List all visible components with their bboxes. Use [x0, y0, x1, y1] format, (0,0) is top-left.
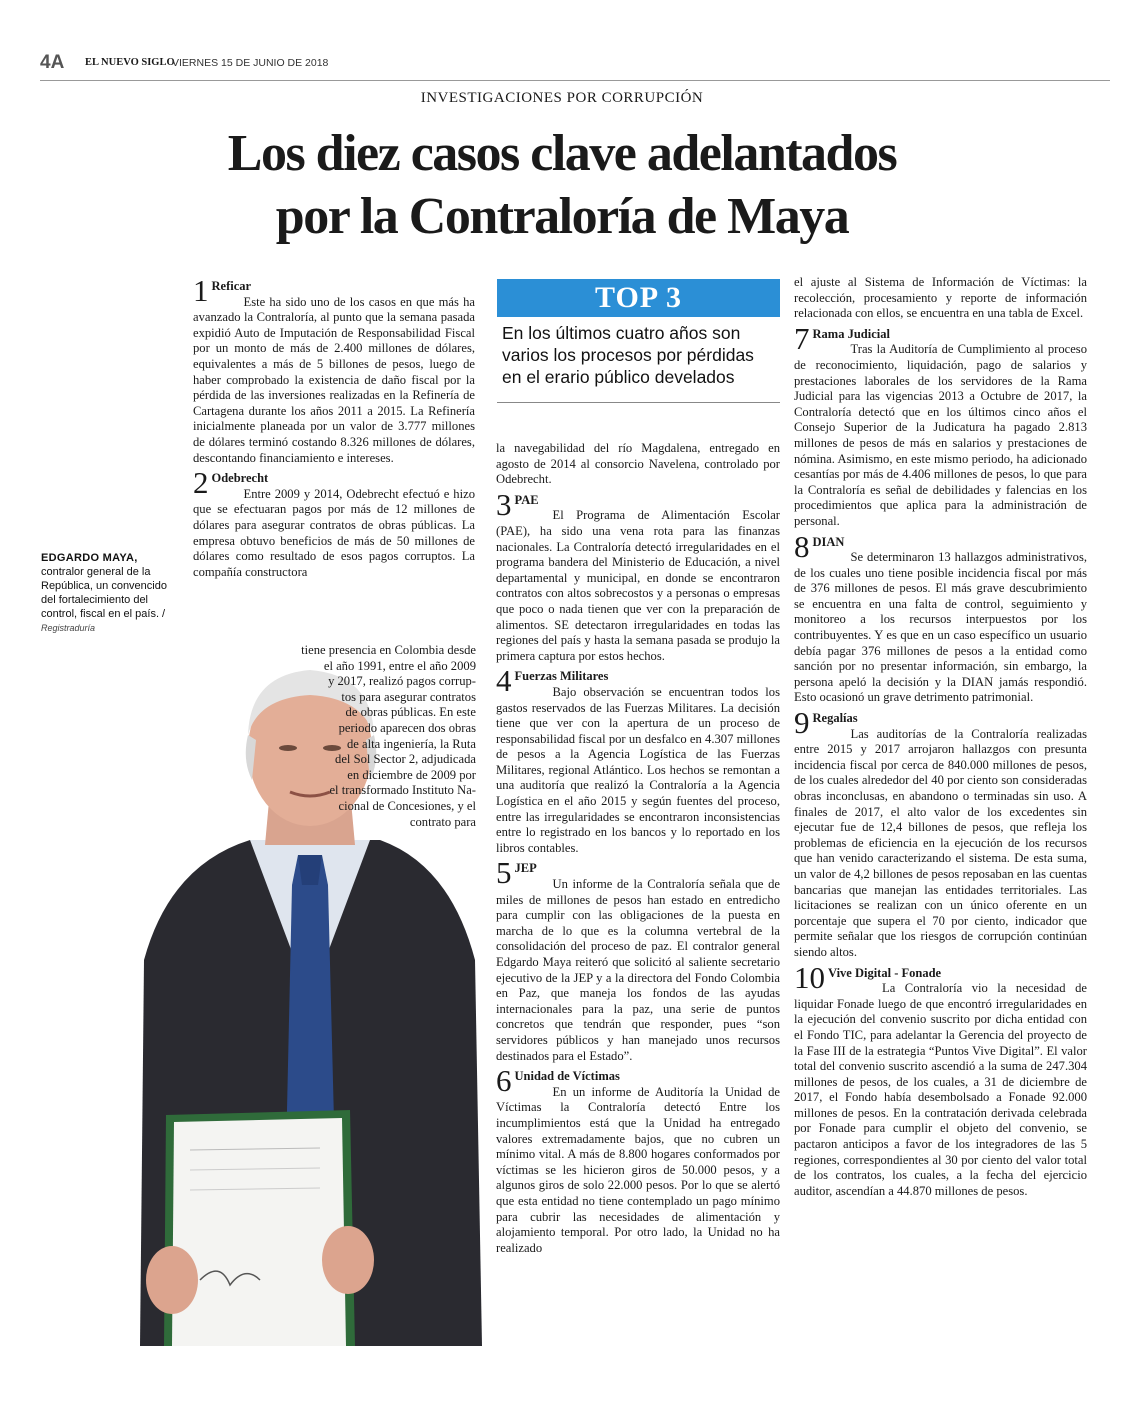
case-6-continuation: el ajuste al Sistema de Información de Víctimas: la recolección, procesamiento y reporte de información relacionada con ellos, se encuentra en una tabla de Excel. — [794, 275, 1087, 321]
case-body: Las auditorías de la Contraloría realizadas entre 2015 y 2017 arrojaron hallazgos con presunta incidencia fiscal por cerca de 840.000 millones de pesos, de los cuales alrededor del 40 por ciento son consideradas obras inconclusas, en abandono o terminadas sin uso. A finales de 2017, el alto valor de los excedentes sin ejecutar fue de 12,4 billones de pesos, que refleja los problemas de eficiencia en la ejecución de los recursos que han venido caracterizando el sistema. De esta suma, un valor de 4,2 billones de pesos reposaban en las cuentas bancarias que manejan las entidades territoriales. Las licitaciones se realizan con un único oferente en un porcentaje que supera el 70 por ciento, indicador que permite señalar que los riesgos de corrupción continúan siendo altos. — [794, 726, 1087, 959]
case-title: Reficar — [211, 279, 252, 293]
wrap-line: de alta ingeniería, la Ruta — [346, 736, 476, 751]
case-title: Regalías — [812, 711, 858, 726]
headline — [0, 122, 1124, 248]
case-5 — [496, 855, 780, 1064]
case-number: 10 — [794, 959, 825, 995]
case-1 — [193, 273, 475, 466]
case-number: 9 — [794, 705, 810, 741]
wrap-line: tiene presencia en Colombia desde — [301, 643, 476, 657]
case-number: 3 — [496, 486, 512, 522]
column-2 — [496, 441, 780, 1256]
case-2-continuation: la navegabilidad del río Magdalena, entregado en agosto de 2014 al consorcio Navelena, controlado por Odebrecht. — [496, 441, 780, 487]
wrap-line: del Sol Sector 2, adjudicada — [335, 752, 476, 767]
wrap-line: el año 1991, entre el año 2009 — [323, 658, 476, 673]
wrap-line: tos para asegurar contratos — [341, 689, 476, 704]
newspaper-name: EL NUEVO SIGLO — [85, 57, 175, 68]
case-title: Rama Judicial — [812, 326, 890, 341]
wrap-line: cional de Concesiones, y el — [338, 798, 476, 813]
headline-line-2: por la Contraloría de Maya — [275, 188, 849, 245]
issue-date: VIERNES 15 DE JUNIO DE 2018 — [172, 57, 329, 69]
case-body: La Contraloría vio la necesidad de liquidar Fonade luego de que encontró irregularidades en la ejecución del convenio suscrito por dicha entidad con el Fondo TIC, para adelantar la Gerencia del proyecto de la Fase III de la estrategia “Puntos Vive Digital”. El valor total del convenio suscrito ascendió a la suma de 247.304 millones de pesos, de los cuales, a 31 de diciembre de 2017, el Fondo había desembolsado a Fonade 92.000 millones de pesos. En la contratación derivada celebrada por Fonade para cumplir el objeto del convenio, se pactaron anticipos a favor de los integradores de las 5 regiones, correspondientes al 30 por ciento del valor total de los contratos, los cuales, a la fecha del ejercicio auditor, ascendían a 44.870 millones de pesos. — [794, 981, 1087, 1198]
case-7 — [794, 320, 1087, 530]
case-body: El Programa de Alimentación Escolar (PAE), ha sido una vena rota para las finanzas nacionales. La Contraloría detectó irregularidades en el programa bandera del Ministerio de Educación, a nivel departamental y municipal, en donde se encontraron contratos con altos sobrecostos y a personas o empresas que poco o nada tienen que ver con la preparación de alimentos. SE detectaron irregularidades en todas las regiones del país y hasta la semana pasada se produjo la primera captura por estos hechos. — [496, 508, 780, 663]
case-title: JEP — [514, 861, 537, 876]
case-number: 7 — [794, 320, 810, 356]
case-title: Odebrecht — [211, 471, 269, 486]
case-body: Este ha sido uno de los casos en que más ha avanzado la Contraloría, al punto que la semana pasada expidió Auto de Imputación de Responsabilidad Fiscal por un monto de más de 2.400 millones de dólares, equivalentes a más de 5 billones de pesos, luego de haber comprobado la existencia de daño fiscal por la pérdida de las inversiones realizadas en la Refinería de Cartagena durante los años 2011 a 2015. La Refinería inicialmente planeada por un valor de 3.777 millones de dólares terminó costando 8.326 millones de dólares, descontando financiamiento e intereses. — [193, 294, 475, 465]
case-title: Vive Digital - Fonade — [828, 965, 942, 980]
top3-banner: TOP 3 — [497, 279, 780, 317]
case-body: Se determinaron 13 hallazgos administrativos, de los cuales uno tiene posible incidencia fiscal por más de 376 millones de pesos. El más grave descubrimiento se encuentra en una falta de control, seguimiento y monitoreo a los recursos interpuestos por los contribuyentes. Y es que en un caso específico un usuario debía pagar 376 millones de pesos a la entidad como sanción por no presentar información, sin embargo, la persona apeló la decisión y la DIAN jamás respondió. Esto ocasionó un grave detrimento patrimonial. — [794, 550, 1087, 705]
case-number: 1 — [193, 273, 209, 308]
case-3 — [496, 486, 780, 665]
case-body: En un informe de Auditoría la Unidad de Víctimas la Contraloría detectó Entre los incumplimientos está que la Unidad ha entregado valores extremadamente bajos, que no cubren un mínimo vital. A más de 8.800 hogares conformados por víctimas se les hicieron giros de 50.000 pesos, y a algunos giros de solo 22.000 pesos. Por lo que se alertó que esta entidad no tiene contemplado un pago mínimo para cubrir las necesidades de alimentación y alojamiento temporal. Por otro lado, la Unidad no ha realizado — [496, 1084, 780, 1255]
case-body: Entre 2009 y 2014, Odebrecht efectuó e hizo que se efectuaran pagos por más de 12 millones de dólares para asegurar contratos de obras públicas. La empresa obtuvo beneficios de más de 50 millones de dólares como resultado de esos pagos corruptos. La compañía constructora — [193, 486, 475, 579]
case-number: 4 — [496, 663, 512, 699]
case-9 — [794, 705, 1087, 961]
case-number: 2 — [193, 465, 209, 501]
case-2 — [193, 465, 475, 580]
photo-caption — [41, 551, 179, 635]
case-number: 8 — [794, 528, 810, 564]
case-8 — [794, 528, 1087, 707]
case-4 — [496, 663, 780, 856]
case-10 — [794, 959, 1087, 1200]
wrap-line: y 2017, realizó pagos corrup- — [328, 674, 476, 689]
wrap-line: en diciembre de 2009 por — [347, 767, 476, 782]
column-1 — [193, 274, 475, 580]
photo-credit: Registraduría — [41, 623, 96, 633]
caption-text: contralor general de la República, un convencido del fortalecimiento del control, fiscal en el país. / — [41, 566, 167, 620]
case-body: Bajo observación se encuentran todos los gastos reservados de las Fuerzas Militares. La decisión tiene que ver con la apertura de un proceso de responsabilidad fiscal por un desfalco en 4.307 millones de pesos a la Agencia Logística de las Fuerzas Militares, regional Atlántico. Los hechos se remontan a una auditoría que realizó la Contraloría a la Agencia Logística en el año 2015 y según fuentes del proceso, entre las irregularidades se encontraron inconsistencias entre lo registrado en los bancos y lo reportado en los libros contables. — [496, 684, 780, 855]
section-kicker: INVESTIGACIONES POR CORRUPCIÓN — [420, 90, 704, 106]
page-number: 4A — [40, 52, 65, 73]
headline-line-1: Los diez casos clave adelantados — [227, 125, 897, 182]
wrap-line: de obras públicas. En este — [345, 705, 476, 720]
case-number: 5 — [496, 855, 512, 891]
case-6 — [496, 1063, 780, 1256]
page-header — [40, 52, 1110, 81]
column-3 — [794, 275, 1087, 1199]
top3-subtitle: En los últimos cuatro años son varios los procesos por pérdidas en el erario público develados — [502, 323, 754, 387]
case-body: Un informe de la Contraloría señala que de miles de millones de pesos han estado en entredicho para cumplir con las obligaciones de la puesta en marcha de lo que es la columna vertebral de la consolidación del proceso de paz. El contralor general Edgardo Maya reiteró que solicitó al saliente secretario ejecutivo de la JEP y a la directora del Fondo Colombia en Paz, que maneja los fondos de las ayudas internacionales para la paz, una serie de puntos concretos que tendrán que responder, pues “son servidores públicos y han manejado unos recursos destinados para el Estado”. — [496, 877, 780, 1063]
case-title: Fuerzas Militares — [514, 669, 609, 684]
case-number: 6 — [496, 1063, 512, 1099]
case-body: Tras la Auditoría de Cumplimiento al proceso de reconocimiento, liquidación, pago de salarios y prestaciones laborales de los servidores de la Rama Judicial para las vigencias 2013 a Octubre de 2017, la Contraloría detectó que en los últimos cinco años el Consejo Superior de la Judicatura ha pagado 2.813 millones de pesos de más en salarios y prestaciones de nómina. Asimismo, en este mismo periodo, ha adicionado cesantías por más de 4.406 millones de pesos, lo que para la Contraloría es señal de debilidades y falencias en los procedimientos que aplica para la administración de personal. — [794, 342, 1087, 528]
wrap-line: el transformado Instituto Na- — [329, 783, 476, 798]
case-title: PAE — [514, 492, 539, 507]
case-title: DIAN — [812, 534, 845, 549]
caption-name: EDGARDO MAYA, — [41, 552, 138, 564]
divider — [497, 402, 780, 403]
case-title: Unidad de Víctimas — [514, 1069, 620, 1084]
wrap-line: contrato para — [409, 814, 476, 829]
odebrecht-wraparound-text — [252, 643, 476, 830]
wrap-line: periodo aparecen dos obras — [338, 720, 476, 735]
